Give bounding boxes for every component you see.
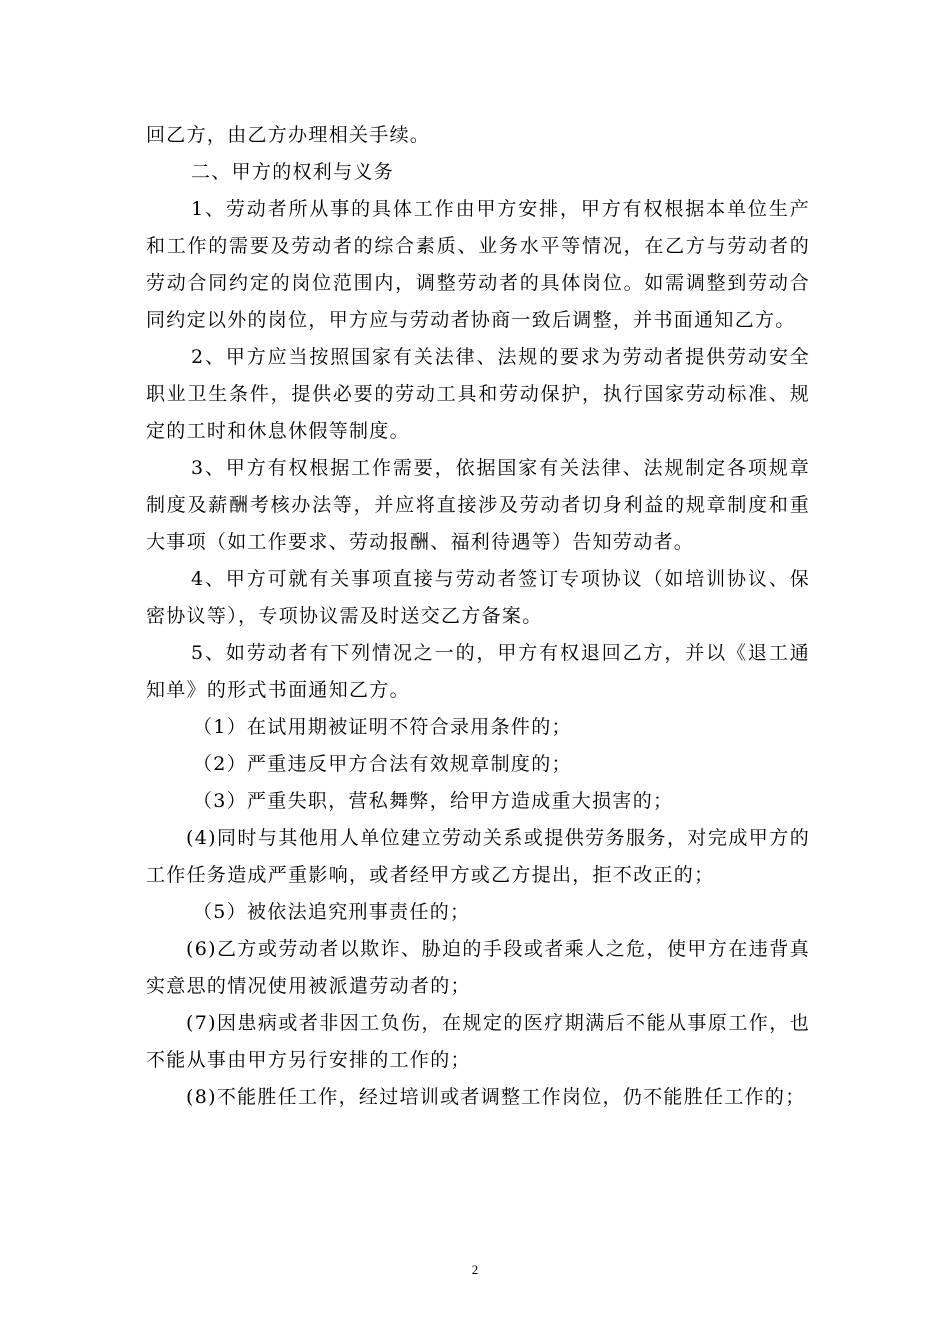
sub-item-3: （3）严重失职，营私舞弊，给甲方造成重大损害的； [193,790,674,812]
clause-1: 1、劳动者所从事的具体工作由甲方安排，甲方有权根据本单位生产和工作的需要及劳动者的综合素质、业务水平等情况，在乙方与劳动者的劳动合同约定的岗位范围内，调整劳动者的具体岗位。如需调整到劳动合同约定以外的岗位，甲方应与劳动者协商一致后调整，并书面通知乙方。 [146,198,810,331]
page-number: 2 [471,1262,479,1277]
sub-item-4: (4)同时与其他用人单位建立劳动关系或提供劳务服务，对完成甲方的工作任务造成严重影响，或者经甲方或乙方提出，拒不改正的； [146,827,810,886]
sub-item-6: (6)乙方或劳动者以欺诈、胁迫的手段或者乘人之危，使甲方在违背真实意思的情况使用被派遣劳动者的； [146,938,810,997]
clause-3: 3、甲方有权根据工作需要，依据国家有关法律、法规制定各项规章制度及薪酬考核办法等，并应将直接涉及劳动者切身利益的规章制度和重大事项（如工作要求、劳动报酬、福利待遇等）告知劳动者。 [146,457,810,553]
clause-4: 4、甲方可就有关事项直接与劳动者签订专项协议（如培训协议、保密协议等），专项协议需及时送交乙方备案。 [146,568,810,627]
paragraph-continuation: 回乙方，由乙方办理相关手续。 [146,124,431,146]
sub-item-8: (8)不能胜任工作，经过培训或者调整工作岗位，仍不能胜任工作的； [186,1086,806,1108]
sub-item-7: (7)因患病或者非因工负伤，在规定的医疗期满后不能从事原工作，也不能从事由甲方另行安排的工作的； [146,1012,810,1071]
section-heading: 二、甲方的权利与义务 [191,161,395,183]
sub-item-5: （5）被依法追究刑事责任的； [193,901,471,923]
sub-item-1: （1）在试用期被证明不符合录用条件的； [193,716,572,738]
clause-2: 2、甲方应当按照国家有关法律、法规的要求为劳动者提供劳动安全职业卫生条件，提供必要的劳动工具和劳动保护，执行国家劳动标准、规定的工时和休息休假等制度。 [146,346,810,442]
clause-5: 5、如劳动者有下列情况之一的，甲方有权退回乙方，并以《退工通知单》的形式书面通知乙方。 [146,642,810,701]
sub-item-2: （2）严重违反甲方合法有效规章制度的； [193,753,572,775]
document-body [146,117,810,1116]
